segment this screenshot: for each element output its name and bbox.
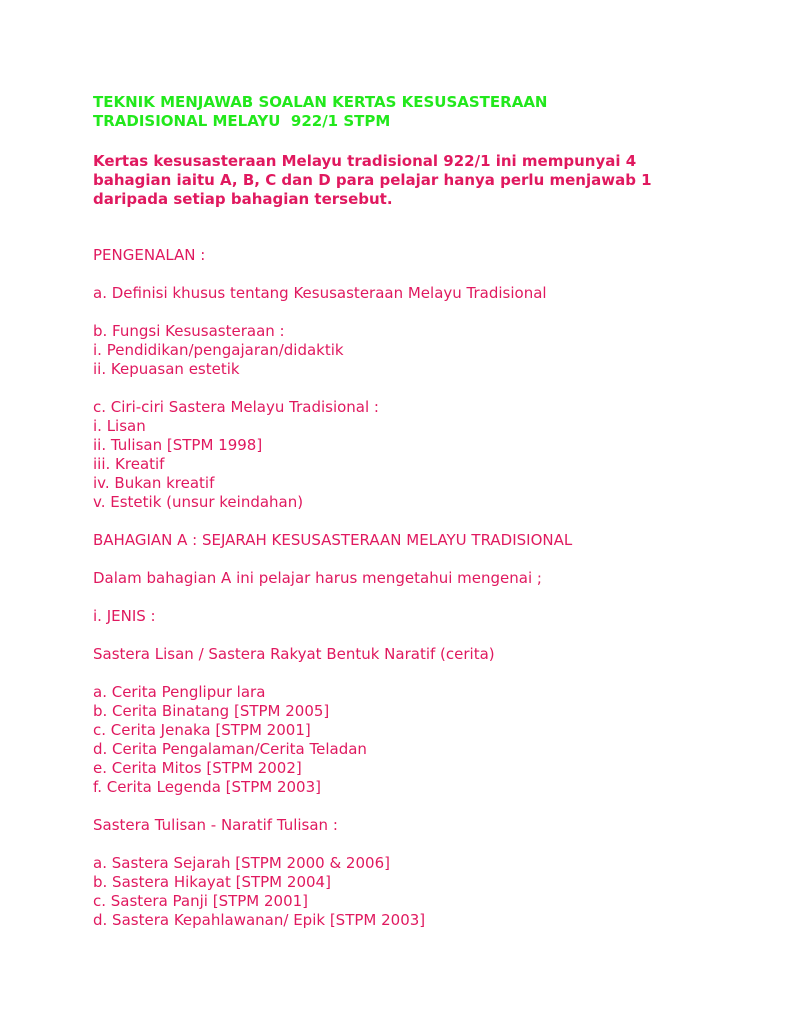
list-item: b. Cerita Binatang [STPM 2005] [93,702,330,720]
intro-line: daripada setiap bahagian tersebut. [93,190,393,208]
title-line: TEKNIK MENJAWAB SOALAN KERTAS KESUSASTERAAN [93,93,548,111]
bahagian-a-heading: BAHAGIAN A : SEJARAH KESUSASTERAAN MELAYU TRADISIONAL [93,531,573,549]
sastera-tulisan-list [93,854,713,930]
ciri-heading: c. Ciri-ciri Sastera Melayu Tradisional : [93,398,379,416]
list-item: a. Sastera Sejarah [STPM 2000 & 2006] [93,854,390,872]
bahagian-a-description: Dalam bahagian A ini pelajar harus mengetahui mengenai ; [93,569,542,587]
sastera-tulisan-heading: Sastera Tulisan - Naratif Tulisan : [93,816,338,834]
list-item: ii. Tulisan [STPM 1998] [93,436,263,454]
list-item: d. Sastera Kepahlawanan/ Epik [STPM 2003] [93,911,426,929]
ciri-section [93,398,713,512]
list-item: i. Lisan [93,417,146,435]
list-item: f. Cerita Legenda [STPM 2003] [93,778,321,796]
document-title [93,93,713,131]
intro-paragraph [93,152,713,209]
list-item: d. Cerita Pengalaman/Cerita Teladan [93,740,367,758]
list-item: ii. Kepuasan estetik [93,360,240,378]
list-item: a. Cerita Penglipur lara [93,683,266,701]
list-item: c. Sastera Panji [STPM 2001] [93,892,309,910]
list-item: c. Cerita Jenaka [STPM 2001] [93,721,311,739]
sastera-lisan-list [93,683,713,797]
jenis-heading: i. JENIS : [93,607,156,625]
pengenalan-item-a: a. Definisi khusus tentang Kesusasteraan Melayu Tradisional [93,284,547,302]
list-item: v. Estetik (unsur keindahan) [93,493,304,511]
fungsi-heading: b. Fungsi Kesusasteraan : [93,322,285,340]
list-item: iii. Kreatif [93,455,165,473]
list-item: b. Sastera Hikayat [STPM 2004] [93,873,331,891]
pengenalan-heading: PENGENALAN : [93,246,206,264]
list-item: i. Pendidikan/pengajaran/didaktik [93,341,344,359]
list-item: e. Cerita Mitos [STPM 2002] [93,759,302,777]
list-item: iv. Bukan kreatif [93,474,215,492]
fungsi-section [93,322,713,379]
intro-line: Kertas kesusasteraan Melayu tradisional 922/1 ini mempunyai 4 [93,152,637,170]
sastera-lisan-heading: Sastera Lisan / Sastera Rakyat Bentuk Naratif (cerita) [93,645,495,663]
document-page [93,93,713,930]
title-line: TRADISIONAL MELAYU 922/1 STPM [93,112,391,130]
intro-line: bahagian iaitu A, B, C dan D para pelajar hanya perlu menjawab 1 [93,171,652,189]
